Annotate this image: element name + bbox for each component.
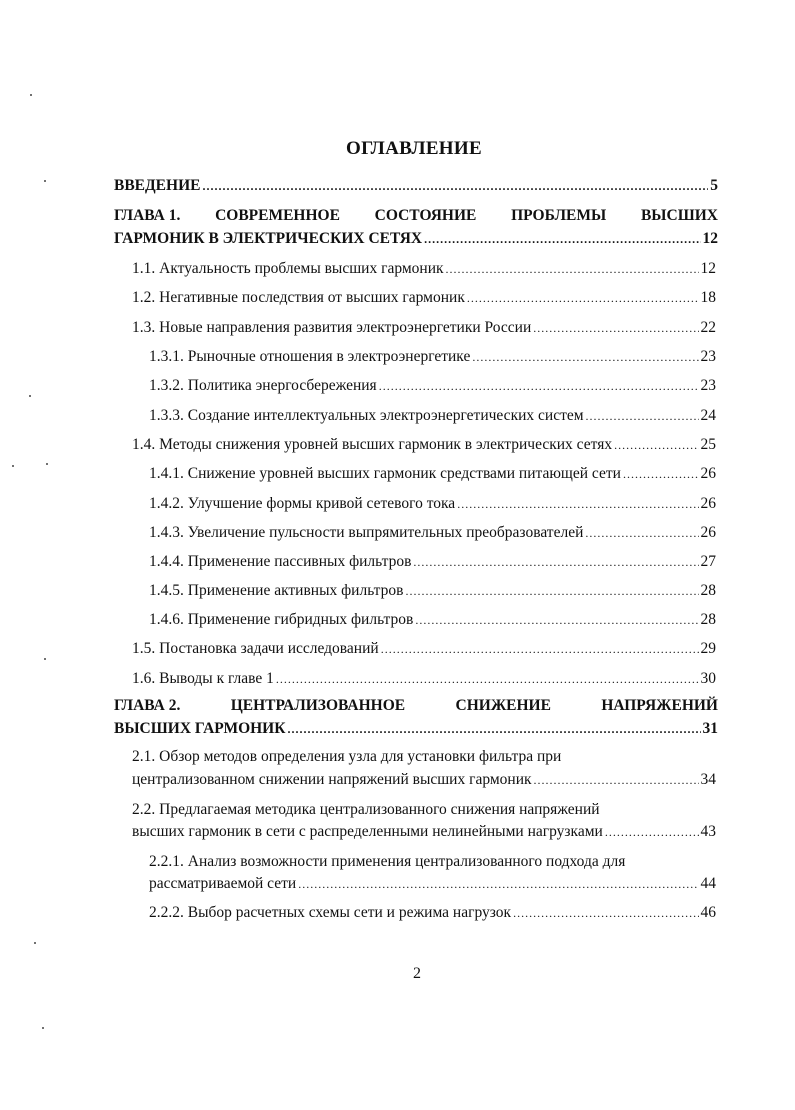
toc-page-number: 27	[700, 553, 716, 570]
toc-entry-label: 1.4.1. Снижение уровней высших гармоник средствами питающей сети	[149, 465, 621, 482]
scan-speck	[29, 395, 31, 397]
toc-entry-2-1-line2[interactable]	[132, 770, 716, 790]
toc-entry-1-2[interactable]	[132, 288, 716, 308]
toc-entry-label: ГАРМОНИК В ЭЛЕКТРИЧЕСКИХ СЕТЯХ	[114, 230, 423, 247]
toc-entry-1-4-5[interactable]	[149, 581, 716, 601]
toc-page-number: 26	[700, 495, 716, 512]
toc-page-number: 43	[700, 823, 716, 840]
dot-leader	[202, 176, 708, 196]
dot-leader	[276, 669, 699, 689]
dot-leader	[605, 822, 699, 842]
toc-entry-label: ВЫСШИХ ГАРМОНИК	[114, 720, 286, 737]
toc-page-number: 34	[700, 771, 716, 788]
scan-speck	[30, 94, 32, 96]
toc-entry-1-4-1[interactable]	[149, 464, 716, 484]
toc-entry-label: ВВЕДЕНИЕ	[114, 177, 201, 194]
toc-entry-1-3-3[interactable]	[149, 406, 716, 426]
toc-word: ГЛАВА 2.	[114, 697, 181, 714]
toc-page-number: 28	[700, 582, 716, 599]
toc-page-number: 23	[700, 348, 716, 365]
toc-entry-label: высших гармоник в сети с распределенными нелинейными нагрузками	[132, 823, 603, 840]
toc-word: СНИЖЕНИЕ	[455, 697, 551, 714]
toc-entry-label: 1.6. Выводы к главе 1	[132, 670, 274, 687]
dot-leader	[614, 435, 698, 455]
toc-entry-1-4-6[interactable]	[149, 610, 716, 630]
toc-entry-2-2-line2[interactable]	[132, 822, 716, 842]
toc-entry-1-4-3[interactable]	[149, 523, 716, 543]
toc-chapter-1-line2[interactable]	[114, 229, 718, 249]
dot-leader	[405, 581, 698, 601]
dot-leader	[287, 719, 700, 739]
dot-leader	[472, 347, 698, 367]
toc-entry-1-4[interactable]	[132, 435, 716, 455]
toc-word: ВЫСШИХ	[640, 207, 718, 224]
toc-page-number: 18	[700, 289, 716, 306]
toc-entry-label: 1.4.2. Улучшение формы кривой сетевого тока	[149, 495, 456, 512]
scan-speck	[12, 465, 14, 467]
page-number: 2	[413, 965, 421, 982]
toc-entry-label: рассматриваемой сети	[149, 875, 297, 892]
toc-entry-intro[interactable]	[114, 176, 718, 196]
toc-word: СОВРЕМЕННОЕ	[215, 207, 340, 224]
dot-leader	[413, 552, 698, 572]
scan-speck	[34, 942, 36, 944]
toc-entry-label: 1.3.3. Создание интеллектуальных электроэнергетических систем	[149, 407, 584, 424]
toc-entry-label: 1.4. Методы снижения уровней высших гармоник в электрических сетях	[132, 436, 613, 453]
toc-entry-label: 1.4.6. Применение гибридных фильтров	[149, 611, 414, 628]
toc-page-number: 26	[700, 465, 716, 482]
dot-leader	[298, 874, 698, 894]
toc-page-number: 29	[700, 640, 716, 657]
toc-entry-1-6[interactable]	[132, 669, 716, 689]
dot-leader	[585, 523, 698, 543]
toc-page-number: 31	[702, 720, 718, 737]
scan-speck	[44, 180, 46, 182]
toc-entry-label: централизованном снижении напряжений высших гармоник	[132, 771, 532, 788]
toc-entry-label: 1.2. Негативные последствия от высших гармоник	[132, 289, 465, 306]
toc-page-number: 23	[700, 377, 716, 394]
toc-chapter-1-line1[interactable]	[114, 206, 718, 226]
toc-page-number: 28	[700, 611, 716, 628]
toc-entry-label: 1.3.1. Рыночные отношения в электроэнергетике	[149, 348, 471, 365]
dot-leader	[381, 639, 699, 659]
dot-leader	[424, 229, 700, 249]
toc-page-number: 12	[700, 260, 716, 277]
dot-leader	[446, 259, 699, 279]
toc-entry-1-1[interactable]	[132, 259, 716, 279]
toc-entry-label: 1.4.4. Применение пассивных фильтров	[149, 553, 412, 570]
dot-leader	[415, 610, 698, 630]
dot-leader	[533, 318, 698, 338]
dot-leader	[457, 494, 698, 514]
toc-entry-label: 2.2.2. Выбор расчетных схемы сети и режима нагрузок	[149, 904, 512, 921]
toc-page-number: 46	[700, 904, 716, 921]
toc-chapter-2-line1[interactable]	[114, 696, 718, 716]
dot-leader	[534, 770, 699, 790]
toc-page-number: 24	[700, 407, 716, 424]
toc-entry-2-2-1-line2[interactable]	[149, 874, 716, 894]
toc-entry-label: 1.1. Актуальность проблемы высших гармоник	[132, 260, 444, 277]
toc-entry-1-3-1[interactable]	[149, 347, 716, 367]
dot-leader	[379, 376, 699, 396]
toc-page-number: 25	[700, 436, 716, 453]
toc-word: СОСТОЯНИЕ	[374, 207, 477, 224]
page-title: ОГЛАВЛЕНИЕ	[346, 138, 482, 159]
toc-entry-1-5[interactable]	[132, 639, 716, 659]
toc-entry-2-1-line1[interactable]: 2.1. Обзор методов определения узла для установки фильтра при	[132, 748, 562, 765]
toc-entry-label: 1.3. Новые направления развития электроэнергетики России	[132, 319, 532, 336]
toc-word: ЦЕНТРАЛИЗОВАННОЕ	[230, 697, 406, 714]
toc-chapter-2-line2[interactable]	[114, 719, 718, 739]
toc-entry-label: 1.3.2. Политика энергосбережения	[149, 377, 377, 394]
toc-entry-2-2-1-line1[interactable]: 2.2.1. Анализ возможности применения централизованного подхода для	[149, 853, 626, 870]
toc-page-number: 12	[702, 230, 718, 247]
toc-entry-1-4-2[interactable]	[149, 494, 716, 514]
toc-word: ПРОБЛЕМЫ	[511, 207, 607, 224]
dot-leader	[513, 903, 698, 923]
toc-page-number: 44	[700, 875, 716, 892]
toc-page-number: 22	[700, 319, 716, 336]
toc-page-number: 5	[710, 177, 718, 194]
toc-page-number: 30	[700, 670, 716, 687]
scan-speck	[42, 1027, 44, 1029]
scan-speck	[44, 658, 46, 660]
scan-speck	[46, 463, 48, 465]
dot-leader	[623, 464, 699, 484]
toc-word: НАПРЯЖЕНИЙ	[601, 697, 718, 714]
toc-entry-1-3[interactable]	[132, 318, 716, 338]
toc-word: ГЛАВА 1.	[114, 207, 181, 224]
toc-entry-label: 1.5. Постановка задачи исследований	[132, 640, 379, 657]
dot-leader	[586, 406, 699, 426]
toc-page-number: 26	[700, 524, 716, 541]
toc-entry-1-4-4[interactable]	[149, 552, 716, 572]
toc-entry-label: 1.4.3. Увеличение пульсности выпрямительных преобразователей	[149, 524, 584, 541]
toc-entry-2-2-2[interactable]	[149, 903, 716, 923]
toc-entry-1-3-2[interactable]	[149, 376, 716, 396]
dot-leader	[467, 288, 699, 308]
toc-entry-label: 1.4.5. Применение активных фильтров	[149, 582, 404, 599]
toc-entry-2-2-line1[interactable]: 2.2. Предлагаемая методика централизованного снижения напряжений	[132, 801, 600, 818]
